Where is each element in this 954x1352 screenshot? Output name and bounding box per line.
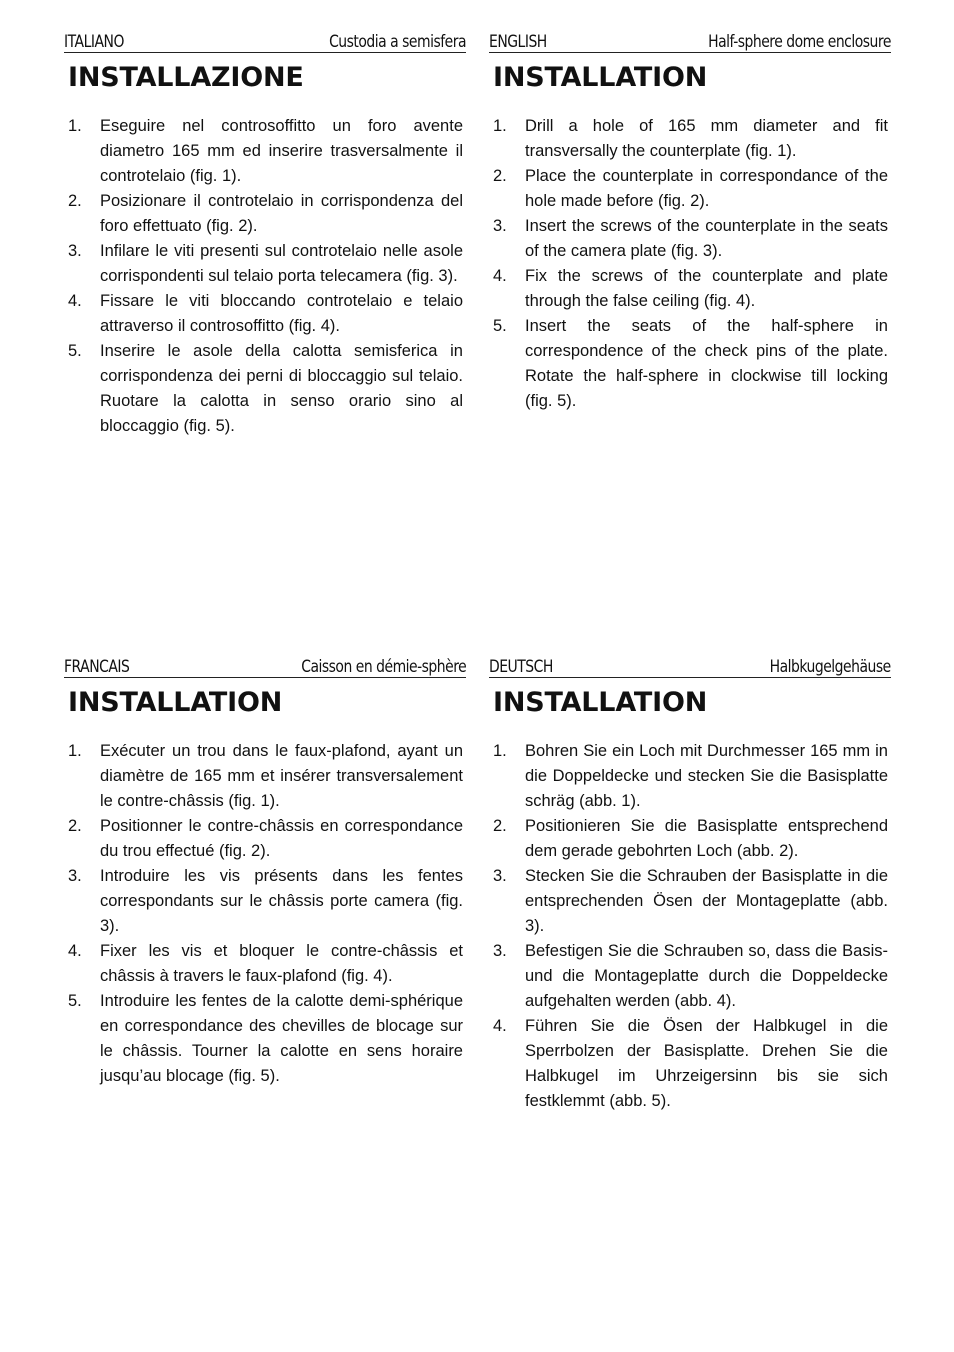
step-text: Infilare le viti presenti sul controtelaio nelle asole corrispondenti sul telaio porta telecamera (fig. 3).	[100, 242, 463, 285]
steps-list	[489, 739, 891, 1114]
list-item	[489, 164, 891, 214]
language-label: ENGLISH	[489, 32, 547, 52]
product-name: Half-sphere dome enclosure	[708, 32, 891, 52]
step-text: Drill a hole of 165 mm diameter and fit transversally the counterplate (fig. 1).	[525, 117, 888, 160]
step-number: 2.	[493, 817, 507, 835]
step-number: 4.	[68, 292, 82, 310]
list-item	[489, 1014, 891, 1114]
step-number: 4.	[68, 942, 82, 960]
step-text: Befestigen Sie die Schrauben so, dass die Basis- und die Montageplatte durch die Doppeldecke aufgehalten werden (abb. 4).	[525, 942, 888, 1010]
step-number: 4.	[493, 1017, 507, 1035]
section-title: INSTALLATION	[493, 62, 708, 93]
step-number: 2.	[68, 192, 82, 210]
step-text: Bohren Sie ein Loch mit Durchmesser 165 mm in die Doppeldecke und stecken Sie die Basisplatte schräg (abb. 1).	[525, 742, 888, 810]
list-item	[64, 289, 466, 339]
step-number: 1.	[68, 117, 82, 135]
step-text: Fix the screws of the counterplate and plate through the false ceiling (fig. 4).	[525, 267, 888, 310]
step-text: Führen Sie die Ösen der Halbkugel in die Sperrbolzen der Basisplatte. Drehen Sie die Halbkugel im Uhrzeigersinn bis sie sich festklemmt (abb. 5).	[525, 1017, 888, 1110]
step-text: Place the counterplate in correspondance of the hole made before (fig. 2).	[525, 167, 888, 210]
list-item	[64, 739, 466, 814]
step-text: Insert the screws of the counterplate in the seats of the camera plate (fig. 3).	[525, 217, 888, 260]
step-text: Fissare le viti bloccando controtelaio e telaio attraverso il controsoffitto (fig. 4).	[100, 292, 463, 335]
list-item	[64, 939, 466, 989]
list-item	[64, 239, 466, 289]
step-text: Insert the seats of the half-sphere in correspondence of the check pins of the plate. Rotate the half-sphere in clockwise till locking (fig. 5).	[525, 317, 888, 410]
list-item	[489, 739, 891, 814]
list-item	[64, 114, 466, 189]
step-text: Positionner le contre-châssis en correspondance du trou effectué (fig. 2).	[100, 817, 463, 860]
step-text: Stecken Sie die Schrauben der Basisplatte in die entsprechenden Ösen der Montageplatte (abb. 3).	[525, 867, 888, 935]
step-number: 1.	[493, 117, 507, 135]
step-text: Posizionare il controtelaio in corrispondenza del foro effettuato (fig. 2).	[100, 192, 463, 235]
section-header	[489, 26, 891, 53]
language-label: ITALIANO	[64, 32, 124, 52]
section-header	[64, 651, 466, 678]
language-label: FRANCAIS	[64, 657, 130, 677]
section-english	[489, 26, 891, 414]
step-number: 2.	[68, 817, 82, 835]
section-title: INSTALLAZIONE	[68, 62, 304, 93]
list-item	[64, 189, 466, 239]
step-text: Inserire le asole della calotta semisferica in corrispondenza dei perni di bloccaggio sul telaio. Ruotare la calotta in senso orario sino al bloccaggio (fig. 5).	[100, 342, 463, 435]
steps-list	[489, 114, 891, 414]
product-name: Halbkugelgehäuse	[769, 657, 891, 677]
step-number: 5.	[68, 342, 82, 360]
list-item	[489, 814, 891, 864]
step-text: Fixer les vis et bloquer le contre-châssis et châssis à travers le faux-plafond (fig. 4).	[100, 942, 463, 985]
step-text: Introduire les fentes de la calotte demi-sphérique en correspondance des chevilles de blocage sur le châssis. Tourner la calotte en sens horaire jusqu’au blocage (fig. 5).	[100, 992, 463, 1085]
step-text: Introduire les vis présents dans les fentes correspondants sur le châssis porte camera (fig. 3).	[100, 867, 463, 935]
section-header	[64, 26, 466, 53]
step-number: 4.	[493, 267, 507, 285]
step-number: 3.	[68, 867, 82, 885]
list-item	[64, 864, 466, 939]
list-item	[489, 214, 891, 264]
step-text: Positionieren Sie die Basisplatte entsprechend dem gerade gebohrten Loch (abb. 2).	[525, 817, 888, 860]
step-text: Exécuter un trou dans le faux-plafond, ayant un diamètre de 165 mm et insérer transversalement le contre-châssis (fig. 1).	[100, 742, 463, 810]
language-label: DEUTSCH	[489, 657, 553, 677]
list-item	[489, 864, 891, 939]
step-number: 3.	[68, 242, 82, 260]
list-item	[64, 989, 466, 1089]
section-italiano	[64, 26, 466, 439]
step-number: 2.	[493, 167, 507, 185]
step-number: 3.	[493, 942, 507, 960]
step-number: 3.	[493, 217, 507, 235]
step-number: 5.	[68, 992, 82, 1010]
list-item	[489, 314, 891, 414]
section-deutsch	[489, 651, 891, 1114]
list-item	[64, 814, 466, 864]
steps-list	[64, 114, 466, 439]
list-item	[64, 339, 466, 439]
step-number: 1.	[493, 742, 507, 760]
section-francais	[64, 651, 466, 1089]
steps-list	[64, 739, 466, 1089]
step-number: 5.	[493, 317, 507, 335]
section-header	[489, 651, 891, 678]
product-name: Custodia a semisfera	[329, 32, 466, 52]
product-name: Caisson en démie-sphère	[300, 657, 466, 677]
step-number: 3.	[493, 867, 507, 885]
section-title: INSTALLATION	[68, 687, 283, 718]
list-item	[489, 264, 891, 314]
list-item	[489, 114, 891, 164]
step-number: 1.	[68, 742, 82, 760]
section-title: INSTALLATION	[493, 687, 708, 718]
step-text: Eseguire nel controsoffitto un foro avente diametro 165 mm ed inserire trasversalmente il controtelaio (fig. 1).	[100, 117, 463, 185]
list-item	[489, 939, 891, 1014]
